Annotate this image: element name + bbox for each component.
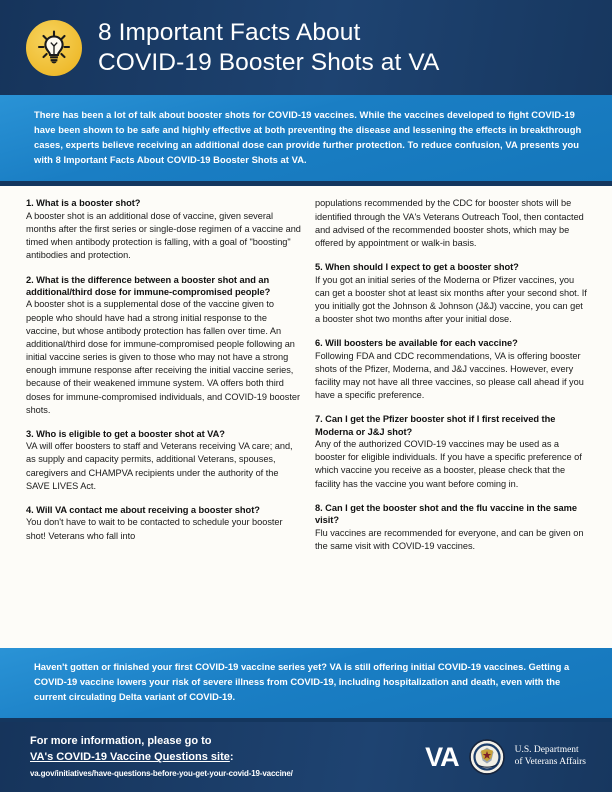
vaccine-questions-link[interactable]: VA's COVID-19 Vaccine Questions site — [30, 751, 230, 764]
va-seal-icon — [469, 739, 505, 775]
fact-4 — [26, 504, 301, 543]
fact-4-heading: 4. Will VA contact me about receiving a booster shot? — [26, 504, 260, 515]
fact-1 — [26, 197, 301, 262]
footer-link-suffix: : — [229, 751, 234, 764]
page-header — [0, 0, 612, 95]
right-column — [315, 197, 590, 642]
fact-1-heading: 1. What is a booster shot? — [26, 198, 141, 209]
fact-6-body: Following FDA and CDC recommendations, VA is offering booster shots of the Pfizer, Moderna, and J&J vaccines. However, every facility may not have all three vaccines, so please call ahead if you have a specific preference. — [315, 350, 584, 401]
fact-3 — [26, 428, 301, 493]
va-branding — [425, 739, 586, 775]
footer-banner — [0, 648, 612, 722]
left-column — [26, 197, 301, 642]
fact-3-heading: 3. Who is eligible to get a booster shot at VA? — [26, 428, 225, 439]
footer-contact-block — [30, 733, 293, 781]
fact-5 — [315, 261, 590, 326]
footer-banner-text: Haven't gotten or finished your first COVID-19 vaccine series yet? VA is still offering initial COVID-19 vaccines. Getting a COVID-19 vaccine lowers your risk of severe illness from COVID-19, including hospitalization and death, even with the current circulating Delta variant of COVID-19. — [34, 661, 570, 703]
title-line-1: 8 Important Facts About — [98, 18, 361, 46]
fact-6 — [315, 337, 590, 402]
fact-2-body: A booster shot is a supplemental dose of the vaccine given to people who should have had a strong initial response to the vaccine, but whose antibody protection has fallen over time. An additional/third dose for immune-compromised people following an initial vaccine series is given to those who may not have a strong enough immune response after receiving the initial vaccine series, because of their weakened immune system. VA offers both third doses for immune-compromised individuals, and COVID-19 booster shots. — [26, 299, 300, 415]
page-title — [98, 18, 439, 77]
footer-line-1: For more information, please go to — [30, 734, 212, 747]
fact-7 — [315, 413, 590, 491]
title-line-2: COVID-19 Booster Shots at VA — [98, 48, 440, 76]
fact-7-heading: 7. Can I get the Pfizer booster shot if I first received the Moderna or J&J shot? — [315, 414, 556, 437]
fact-1-body: A booster shot is an additional dose of vaccine, given several months after the first series or single-dose regimen of a vaccine and timed when antibody protection is falling, with a goal of "boosting" antibodies and protection. — [26, 210, 301, 261]
fact-4-body: You don't have to wait to be contacted to schedule your booster shot! Veterans who fall into — [26, 517, 283, 541]
fact-5-heading: 5. When should I expect to get a booster shot? — [315, 262, 519, 273]
fact-4-continuation — [315, 197, 590, 250]
fact-4-continuation-body: populations recommended by the CDC for booster shots will be identified through the VA's Veterans Outreach Tool, then contacted and advised of the recommended booster shots, which may be offered by appointment or walk-in basis. — [315, 198, 584, 248]
intro-banner — [0, 95, 612, 186]
department-line-2: of Veterans Affairs — [514, 757, 586, 767]
footer-link-line[interactable] — [30, 749, 293, 766]
footer-url[interactable]: va.gov/initiatives/have-questions-before-you-get-your-covid-19-vaccine/ — [30, 768, 293, 778]
intro-text: There has been a lot of talk about booster shots for COVID-19 vaccines. While the vaccines developed to fight COVID-19 have been shown to be safe and highly effective at both preventing the disease and lessening the effects in breakthrough cases, experts believe receiving an additional dose can provide further protection. To reduce confusion, VA presents you with 8 Important Facts About COVID-19 Booster Shots at VA. — [34, 109, 582, 165]
department-name — [515, 745, 586, 769]
fact-7-body: Any of the authorized COVID-19 vaccines may be used as a booster for eligible individuals. If you have a specific preference of which vaccine you receive as a booster, please check that the facility has the vaccine you want before coming in. — [315, 439, 582, 489]
fact-3-body: VA will offer boosters to staff and Veterans receiving VA care; and, as supply and capacity permits, additional Veterans, spouses, caregivers and CHAMPVA recipients under the authority of the SAVE LIVES Act. — [26, 441, 293, 491]
page-footer — [0, 722, 612, 792]
fact-2-heading: 2. What is the difference between a booster shot and an additional/third dose for immune-compromised people? — [26, 274, 271, 297]
fact-8-body: Flu vaccines are recommended for everyone, and can be given on the same visit with COVID-19 vaccines. — [315, 527, 584, 551]
facts-body — [0, 186, 612, 648]
fact-8-heading: 8. Can I get the booster shot and the flu vaccine in the same visit? — [315, 502, 577, 526]
va-wordmark: VA — [425, 741, 459, 772]
fact-8 — [315, 502, 590, 553]
department-line-1: U.S. Department — [514, 745, 579, 756]
fact-6-heading: 6. Will boosters be available for each vaccine? — [315, 338, 518, 349]
lightbulb-icon — [26, 20, 82, 76]
fact-2 — [26, 274, 301, 417]
fact-5-body: If you got an initial series of the Moderna or Pfizer vaccines, you can get a booster shot at least six months after your second shot. If you initially got the Johnson & Johnson (J&J) vaccine, you can get a booster shot two months after your initial dose. — [315, 274, 587, 324]
